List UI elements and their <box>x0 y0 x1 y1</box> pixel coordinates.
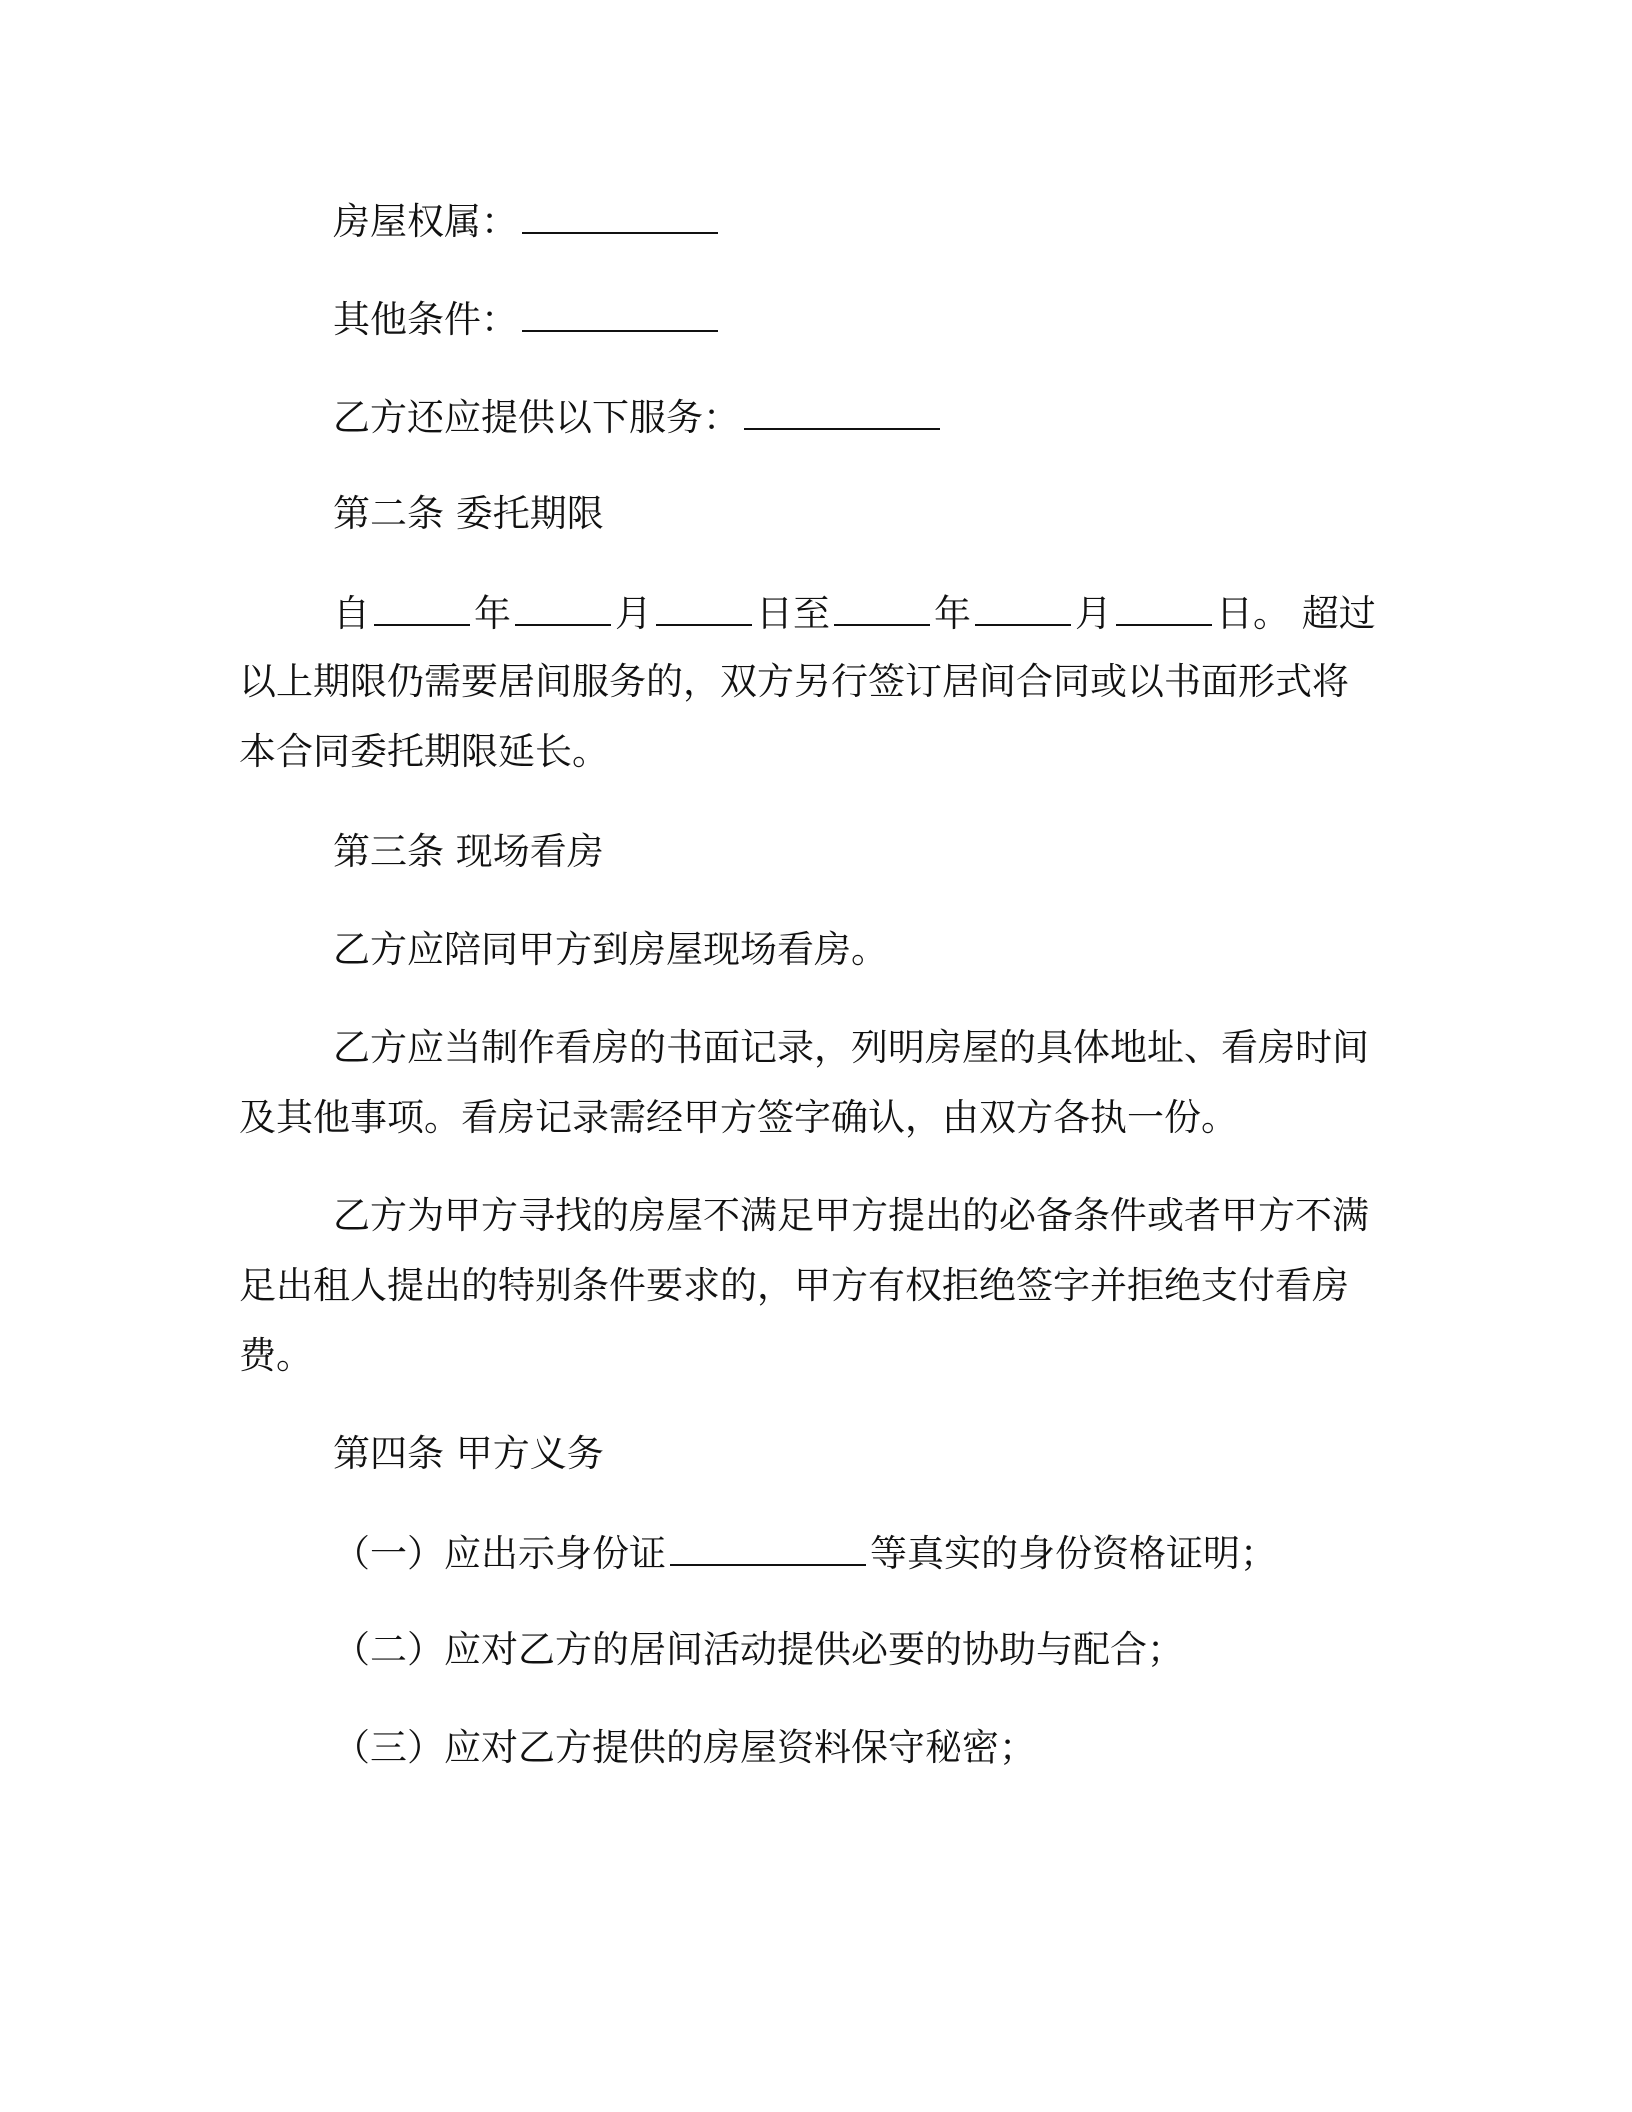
extra-services-label: 乙方还应提供以下服务： <box>333 396 740 439</box>
article3-p3-line3: 费。 <box>239 1334 313 1377</box>
period-year1: 年 <box>474 592 511 635</box>
article4-item3: （三）应对乙方提供的房屋资料保守秘密； <box>333 1726 1036 1769</box>
other-conditions-line <box>333 296 722 342</box>
article2-title: 第二条 委托期限 <box>333 492 604 535</box>
article4-item1-pre: （一）应出示身份证 <box>333 1532 666 1575</box>
article3-p3-line1: 乙方为甲方寻找的房屋不满足甲方提出的必备条件或者甲方不满 <box>333 1194 1369 1237</box>
id-blank <box>670 1530 866 1566</box>
article4-title: 第四条 甲方义务 <box>333 1432 604 1475</box>
period-day-to: 日至 <box>756 592 830 635</box>
article3-p3-line2: 足出租人提出的特别条件要求的，甲方有权拒绝签字并拒绝支付看房 <box>239 1264 1349 1307</box>
extra-services-line <box>333 394 944 440</box>
article3-p2-line2: 及其他事项。看房记录需经甲方签字确认，由双方各执一份。 <box>239 1096 1238 1139</box>
other-conditions-label: 其他条件： <box>333 298 518 341</box>
extra-services-blank <box>744 394 940 430</box>
article3-p2-line1: 乙方应当制作看房的书面记录，列明房屋的具体地址、看房时间 <box>333 1026 1369 1069</box>
article3-title: 第三条 现场看房 <box>333 830 604 873</box>
period-month1-blank <box>515 590 611 626</box>
article3-p1: 乙方应陪同甲方到房屋现场看房。 <box>333 928 888 971</box>
period-line3: 本合同委托期限延长。 <box>239 730 609 773</box>
period-line1 <box>333 590 1376 636</box>
period-month1: 月 <box>615 592 652 635</box>
other-conditions-blank <box>522 296 718 332</box>
period-from: 自 <box>333 592 370 635</box>
period-year1-blank <box>374 590 470 626</box>
article4-item2: （二）应对乙方的居间活动提供必要的协助与配合； <box>333 1628 1184 1671</box>
period-year2-blank <box>834 590 930 626</box>
period-month2: 月 <box>1075 592 1112 635</box>
period-day2-blank <box>1116 590 1212 626</box>
ownership-line <box>333 198 722 244</box>
ownership-blank <box>522 198 718 234</box>
period-line2: 以上期限仍需要居间服务的，双方另行签订居间合同或以书面形式将 <box>239 660 1349 703</box>
period-day1-blank <box>656 590 752 626</box>
ownership-label: 房屋权属： <box>333 200 518 243</box>
period-month2-blank <box>975 590 1071 626</box>
article4-item1-post: 等真实的身份资格证明； <box>870 1532 1277 1575</box>
article4-item1 <box>333 1530 1277 1576</box>
period-day-end: 日。 超过 <box>1216 592 1376 635</box>
period-year2: 年 <box>934 592 971 635</box>
